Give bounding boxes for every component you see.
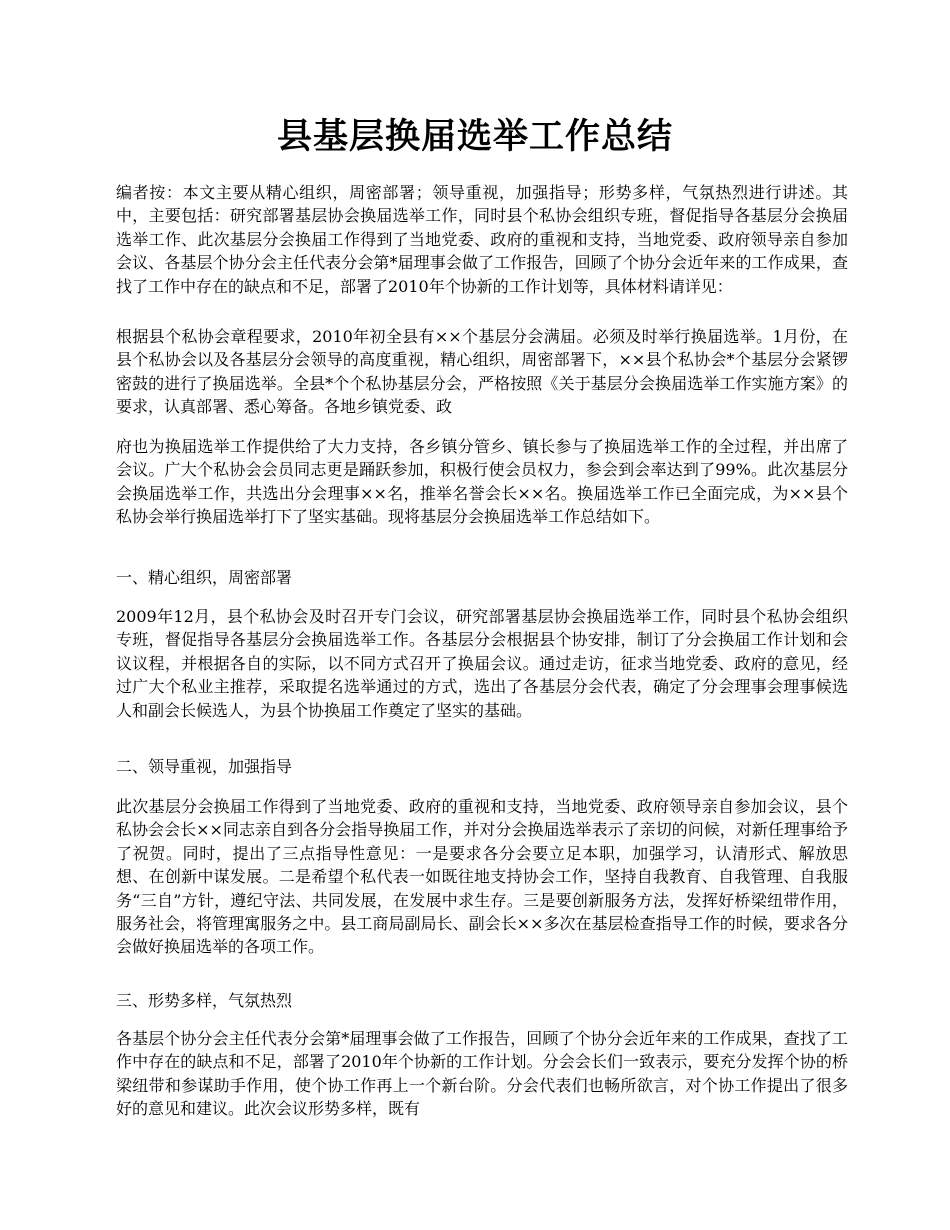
body-paragraph-2: 府也为换届选举工作提供给了大力支持，各乡镇分管乡、镇长参与了换届选举工作的全过程，并出席了会议。广大个私协会会员同志更是踊跃参加，积极行使会员权力，参会到会率达到了99%。此次基层分会换届选举工作，共选出分会理事××名，推举名誉会长××名。换届选举工作已全面完成，为××县个私协会举行换届选举打下了坚实基础。现将基层分会换届选举工作总结如下。 (116, 437, 848, 527)
body-paragraph-1: 根据县个私协会章程要求，2010年初全县有××个基层分会满届。必须及时举行换届选举。1月份，在县个私协会以及各基层分会领导的高度重视，精心组织，周密部署下，××县个私协会*个基层分会紧锣密鼓的进行了换届选举。全县*个个私协基层分会，严格按照《关于基层分会换届选举工作实施方案》的要求，认真部署、悉心筹备。各地乡镇党委、政 (116, 327, 848, 417)
editor-note-paragraph: 编者按：本文主要从精心组织，周密部署；领导重视，加强指导；形势多样，气氛热烈进行讲述。其中，主要包括：研究部署基层协会换届选举工作，同时县个私协会组织专班，督促指导各基层分会换届选举工作、此次基层分会换届工作得到了当地党委、政府的重视和支持，当地党委、政府领导亲自参加会议、各基层个协分会主任代表分会第*届理事会做了工作报告，回顾了个协分会近年来的工作成果，查找了工作中存在的缺点和不足，部署了2010年个协新的工作计划等，具体材料请详见： (116, 183, 848, 296)
section-1-paragraph: 2009年12月，县个私协会及时召开专门会议，研究部署基层协会换届选举工作，同时县个私协会组织专班，督促指导各基层分会换届选举工作。各基层分会根据县个协安排，制订了分会换届工作计划和会议议程，并根据各自的实际，以不同方式召开了换届会议。通过走访，征求当地党委、政府的意见，经过广大个私业主推荐，采取提名选举通过的方式，选出了各基层分会代表，确定了分会理事会理事候选人和副会长候选人，为县个协换届工作奠定了坚实的基础。 (116, 607, 848, 720)
section-2-paragraph: 此次基层分会换届工作得到了当地党委、政府的重视和支持，当地党委、政府领导亲自参加会议，县个私协会会长××同志亲自到各分会指导换届工作，并对分会换届选举表示了亲切的问候，对新任理事给予了祝贺。同时，提出了三点指导性意见：一是要求各分会要立足本职，加强学习，认清形式、解放思想、在创新中谋发展。二是希望个私代表一如既往地支持协会工作，坚持自我教育、自我管理、自我服务“三自”方针，遵纪守法、共同发展，在发展中求生存。三是要创新服务方法，发挥好桥梁纽带作用，服务社会，将管理寓服务之中。县工商局副局长、副会长××多次在基层检查指导工作的时候，要求各分会做好换届选举的各项工作。 (116, 797, 848, 957)
section-1-heading: 一、精心组织，周密部署 (116, 568, 293, 587)
section-3-heading: 三、形势多样，气氛热烈 (116, 991, 293, 1010)
section-2-heading: 二、领导重视，加强指导 (116, 757, 293, 776)
document-title: 县基层换届选举工作总结 (276, 116, 673, 157)
section-3-paragraph: 各基层个协分会主任代表分会第*届理事会做了工作报告，回顾了个协分会近年来的工作成果，查找了工作中存在的缺点和不足，部署了2010年个协新的工作计划。分会会长们一致表示，要充分发挥个协的桥梁纽带和参谋助手作用，使个协工作再上一个新台阶。分会代表们也畅所欲言，对个协工作提出了很多好的意见和建议。此次会议形势多样，既有 (116, 1029, 848, 1119)
